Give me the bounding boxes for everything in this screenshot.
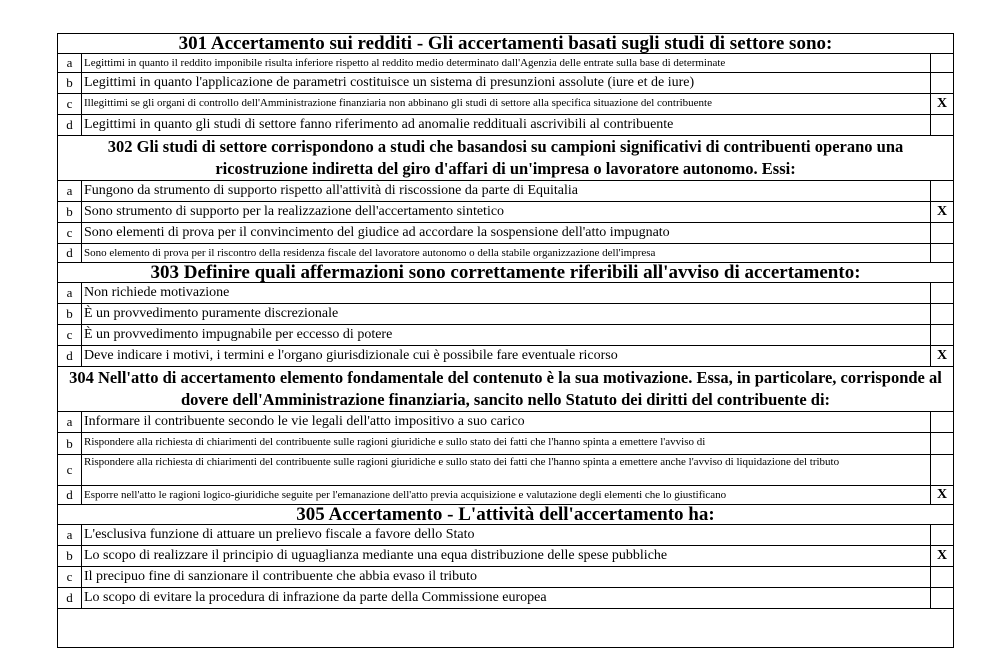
option-row — [58, 588, 954, 609]
option-text: Legittimi in quanto il reddito imponibile risulta inferiore rispetto al reddito medio determinato dall'Agenzia delle entrate sulla base di determinate — [82, 54, 931, 73]
empty-cell — [58, 609, 954, 648]
option-row — [58, 73, 954, 94]
option-letter: d — [58, 115, 82, 136]
question-301-text: 301 Accertamento sui redditi - Gli accertamenti basati sugli studi di settore sono: — [58, 34, 954, 54]
option-row — [58, 433, 954, 455]
option-row — [58, 94, 954, 115]
option-letter: c — [58, 567, 82, 588]
answer-mark — [931, 244, 954, 263]
option-text: Sono elemento di prova per il riscontro della residenza fiscale del lavoratore autonomo o della stabile organizzazione dell'impresa — [82, 244, 931, 263]
questions-table — [57, 33, 954, 648]
option-text: Informare il contribuente secondo le vie legali dell'atto impositivo a suo carico — [82, 412, 931, 433]
option-letter: b — [58, 202, 82, 223]
answer-mark — [931, 54, 954, 73]
option-letter: c — [58, 94, 82, 115]
answer-mark — [931, 283, 954, 304]
empty-row — [58, 609, 954, 648]
answer-mark — [931, 412, 954, 433]
option-text: Sono strumento di supporto per la realizzazione dell'accertamento sintetico — [82, 202, 931, 223]
answer-mark — [931, 223, 954, 244]
option-row — [58, 223, 954, 244]
question-302-text: 302 Gli studi di settore corrispondono a studi che basandosi su campioni significativi di contribuenti operano una ricostruzione indiretta del giro d'affari di un'impresa o lavoratore autonomo. Essi: — [58, 136, 954, 181]
option-row — [58, 412, 954, 433]
answer-mark: X — [931, 94, 954, 115]
option-text: È un provvedimento impugnabile per eccesso di potere — [82, 325, 931, 346]
option-row — [58, 525, 954, 546]
option-row — [58, 54, 954, 73]
option-row — [58, 567, 954, 588]
option-text: Non richiede motivazione — [82, 283, 931, 304]
answer-mark: X — [931, 486, 954, 505]
answer-mark — [931, 567, 954, 588]
answer-mark — [931, 325, 954, 346]
question-row — [58, 34, 954, 54]
answer-mark: X — [931, 346, 954, 367]
option-text: È un provvedimento puramente discrezionale — [82, 304, 931, 325]
option-text: Esporre nell'atto le ragioni logico-giuridiche seguite per l'emanazione dell'atto previa acquisizione e valutazione degli elementi che lo giustificano — [82, 486, 931, 505]
option-text: Illegittimi se gli organi di controllo dell'Amministrazione finanziaria non abbinano gli studi di settore alla specifica situazione del contribuente — [82, 94, 931, 115]
question-row — [58, 136, 954, 181]
option-text: Deve indicare i motivi, i termini e l'organo giurisdizionale cui è possibile fare eventuale ricorso — [82, 346, 931, 367]
answer-mark — [931, 181, 954, 202]
option-row — [58, 455, 954, 486]
option-row — [58, 181, 954, 202]
question-row — [58, 263, 954, 283]
option-letter: d — [58, 346, 82, 367]
option-letter: c — [58, 223, 82, 244]
option-text: Fungono da strumento di supporto rispetto all'attività di riscossione da parte di Equitalia — [82, 181, 931, 202]
option-text: Rispondere alla richiesta di chiarimenti del contribuente sulle ragioni giuridiche e sullo stato dei fatti che l'hanno spinta a emettere anche l'avviso di liquidazione del tributo — [82, 455, 931, 486]
option-text: Sono elementi di prova per il convincimento del giudice ad accordare la sospensione dell'atto impugnato — [82, 223, 931, 244]
answer-mark — [931, 304, 954, 325]
answer-mark — [931, 115, 954, 136]
option-row — [58, 115, 954, 136]
answer-mark — [931, 525, 954, 546]
option-text: Il precipuo fine di sanzionare il contribuente che abbia evaso il tributo — [82, 567, 931, 588]
answer-mark — [931, 588, 954, 609]
option-letter: b — [58, 433, 82, 455]
option-text: Lo scopo di evitare la procedura di infrazione da parte della Commissione europea — [82, 588, 931, 609]
option-text: Rispondere alla richiesta di chiarimenti del contribuente sulle ragioni giuridiche e sullo stato dei fatti che l'hanno spinta a emettere l'avviso di — [82, 433, 931, 455]
option-letter: a — [58, 283, 82, 304]
option-letter: a — [58, 412, 82, 433]
option-letter: a — [58, 181, 82, 202]
answer-mark — [931, 73, 954, 94]
question-305-text: 305 Accertamento - L'attività dell'accertamento ha: — [58, 505, 954, 525]
question-304-text: 304 Nell'atto di accertamento elemento fondamentale del contenuto è la sua motivazione. Essa, in particolare, corrisponde al dovere dell'Amministrazione finanziaria, sancito nello Statuto dei diritti del contribuente di: — [58, 367, 954, 412]
option-row — [58, 546, 954, 567]
option-row — [58, 486, 954, 505]
option-letter: d — [58, 244, 82, 263]
answer-mark — [931, 455, 954, 486]
option-text: Legittimi in quanto gli studi di settore fanno riferimento ad anomalie reddituali ascrivibili al contribuente — [82, 115, 931, 136]
option-row — [58, 325, 954, 346]
option-row — [58, 346, 954, 367]
option-letter: b — [58, 73, 82, 94]
option-letter: c — [58, 325, 82, 346]
option-text: Lo scopo di realizzare il principio di uguaglianza mediante una equa distribuzione delle spese pubbliche — [82, 546, 931, 567]
option-letter: c — [58, 455, 82, 486]
option-text: Legittimi in quanto l'applicazione de parametri costituisce un sistema di presunzioni assolute (iure et de iure) — [82, 73, 931, 94]
option-text: L'esclusiva funzione di attuare un prelievo fiscale a favore dello Stato — [82, 525, 931, 546]
answer-mark: X — [931, 202, 954, 223]
option-row — [58, 283, 954, 304]
option-letter: b — [58, 304, 82, 325]
option-row — [58, 304, 954, 325]
option-letter: d — [58, 486, 82, 505]
option-letter: b — [58, 546, 82, 567]
question-row — [58, 505, 954, 525]
question-303-text: 303 Definire quali affermazioni sono correttamente riferibili all'avviso di accertamento: — [58, 263, 954, 283]
option-row — [58, 202, 954, 223]
answer-mark — [931, 433, 954, 455]
option-letter: a — [58, 525, 82, 546]
question-row — [58, 367, 954, 412]
answer-mark: X — [931, 546, 954, 567]
option-letter: d — [58, 588, 82, 609]
option-letter: a — [58, 54, 82, 73]
option-row — [58, 244, 954, 263]
